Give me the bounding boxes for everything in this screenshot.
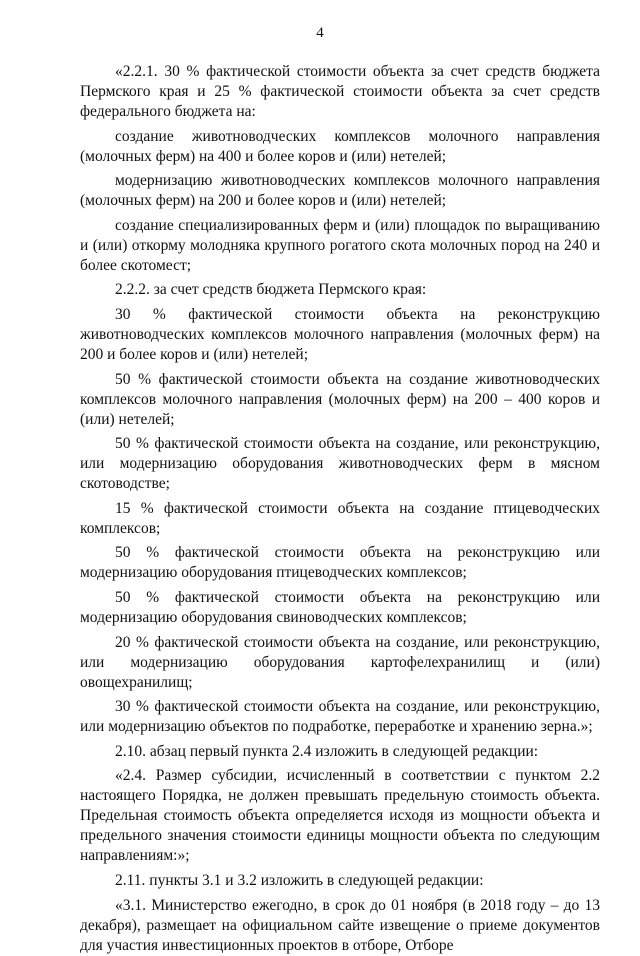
document-body (80, 62, 600, 956)
paragraph: 30 % фактической стоимости объекта на реконструкцию животноводческих комплексов молочного направления (молочных ферм) на 200 и более коров и (или) нетелей; (80, 305, 600, 363)
paragraph: «2.4. Размер субсидии, исчисленный в соответствии с пунктом 2.2 настоящего Порядка, не должен превышать предельную стоимость объекта. Предельная стоимость объекта определяется исходя из мощности объекта и предельного значения стоимости единицы мощности объекта по следующим направлениям:»; (80, 767, 600, 865)
paragraph: 50 % фактической стоимости объекта на реконструкцию или модернизацию оборудования свиноводческих комплексов; (80, 588, 600, 626)
paragraph: 30 % фактической стоимости объекта на создание, или реконструкцию, или модернизацию объектов по подработке, переработке и хранению зерна.»; (80, 698, 600, 736)
paragraph: создание животноводческих комплексов молочного направления (молочных ферм) на 400 и более коров и (или) нетелей; (80, 127, 600, 165)
paragraph: «2.2.1. 30 % фактической стоимости объекта за счет средств бюджета Пермского края и 25 % фактической стоимости объекта за счет средств федерального бюджета на: (80, 63, 600, 120)
paragraph: модернизацию животноводческих комплексов молочного направления (молочных ферм) на 200 и более коров и (или) нетелей; (80, 172, 600, 210)
paragraph: «3.1. Министерство ежегодно, в срок до 01 ноября (в 2018 году – до 13 декабря), размещает на официальном сайте извещение о приеме документов для участия инвестиционных проектов в отборе, Отборе (80, 896, 600, 954)
paragraph: 2.10. абзац первый пункта 2.4 изложить в следующей редакции: (115, 742, 539, 760)
page-number: 4 (316, 25, 324, 41)
paragraph: создание специализированных ферм и (или) площадок по выращиванию и (или) откорму молодняка крупного рогатого скота молочных пород на 240 и более скотомест; (80, 216, 600, 274)
paragraph: 2.11. пункты 3.1 и 3.2 изложить в следующей редакции: (115, 871, 484, 889)
paragraph: 50 % фактической стоимости объекта на реконструкцию или модернизацию оборудования птицеводческих комплексов; (80, 544, 600, 582)
paragraph: 50 % фактической стоимости объекта на создание, или реконструкцию, или модернизацию оборудования животноводческих ферм в мясном скотоводстве; (80, 435, 600, 493)
paragraph: 20 % фактической стоимости объекта на создание, или реконструкцию, или модернизацию оборудования картофелехранилищ и (или) овощехранилищ; (80, 633, 600, 691)
paragraph: 2.2.2. за счет средств бюджета Пермского края: (115, 281, 427, 299)
paragraph: 15 % фактической стоимости объекта на создание птицеводческих комплексов; (80, 499, 600, 537)
paragraph: 50 % фактической стоимости объекта на создание животноводческих комплексов молочного направления (молочных ферм) на 200 – 400 коров и (или) нетелей; (80, 370, 600, 428)
